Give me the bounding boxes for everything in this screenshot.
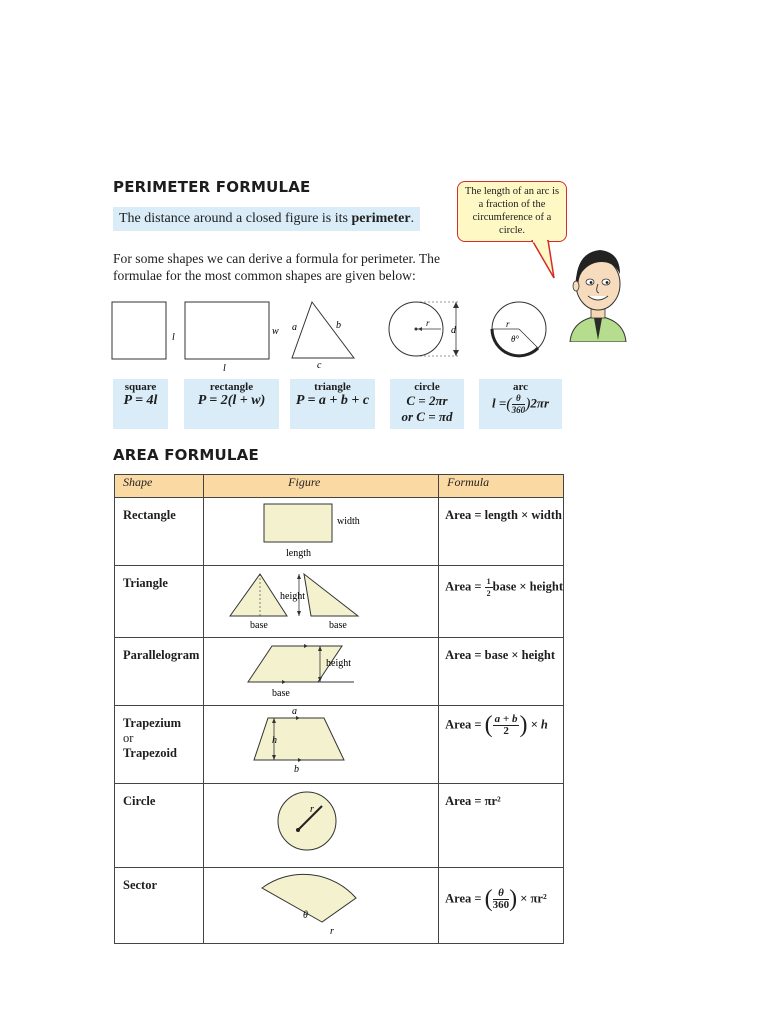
table-row: Parallelogram height base Area = base × height (115, 638, 564, 706)
svg-text:a: a (292, 706, 298, 717)
rectangle-figure (185, 302, 269, 359)
svg-text:width: width (337, 516, 360, 527)
rectangle-area-figure (204, 498, 410, 560)
svg-text:length: length (286, 548, 312, 559)
svg-text:height: height (326, 658, 352, 669)
table-row: Sector θ r Area = ( $\frac{\theta}{360}$ ) × πr² (115, 868, 564, 944)
area-formulae-table (114, 474, 564, 944)
svg-text:θ: θ (303, 910, 309, 921)
svg-text:r: r (426, 318, 430, 328)
perimeter-intro: For some shapes we can derive a formula for perimeter. The formulae for the most common shapes are given below: (113, 251, 441, 283)
cartoon-teacher-illustration (568, 244, 628, 342)
column-header-formula: Formula (439, 475, 564, 498)
circle-formula-box: circle C = 2πr or C = πd (390, 379, 464, 429)
column-header-figure: Figure (204, 475, 439, 498)
perimeter-heading: PERIMETER FORMULAE (113, 178, 311, 196)
perimeter-term: perimeter (351, 211, 411, 226)
svg-text:r: r (506, 319, 510, 329)
table-header-row (115, 475, 564, 498)
svg-text:base: base (272, 688, 290, 699)
square-formula-box: square P = 4l (113, 379, 168, 429)
triangle-formula-box: triangle P = a + b + c (290, 379, 375, 429)
svg-text:l: l (172, 332, 175, 343)
svg-text:h: h (272, 735, 278, 746)
svg-text:base: base (329, 620, 347, 631)
table-row: Trapezium or Trapezoid a h b Area = ( $\frac{a + b}{2}$ ) × h (115, 706, 564, 784)
speech-bubble: The length of an arc is a fraction of the circumference of a circle. (457, 181, 567, 242)
svg-text:r: r (330, 926, 335, 937)
svg-text:w: w (272, 326, 279, 337)
svg-text:c: c (317, 360, 322, 371)
parallelogram-area-figure (204, 638, 410, 700)
area-heading: AREA FORMULAE (113, 446, 259, 464)
column-header-shape: Shape (115, 475, 204, 498)
svg-text:l: l (223, 363, 226, 374)
triangle-figure (292, 302, 354, 358)
triangle-area-figure (204, 566, 410, 632)
rectangle-formula-box: rectangle P = 2(l + w) (184, 379, 279, 429)
table-row: Circle r Area = πr² (115, 784, 564, 868)
svg-text:height: height (280, 591, 306, 602)
speech-bubble-tail (528, 240, 568, 282)
trapezium-area-figure (204, 706, 410, 778)
svg-text:d: d (451, 325, 456, 336)
svg-text:r: r (310, 804, 315, 815)
perimeter-figures (108, 296, 568, 376)
svg-text:θ°: θ° (511, 334, 520, 344)
table-row: Rectangle width length Area = length × width (115, 498, 564, 566)
perimeter-definition: The distance around a closed figure is its perimeter. (113, 207, 420, 231)
svg-text:b: b (336, 320, 341, 331)
svg-text:a: a (292, 322, 297, 333)
svg-text:base: base (250, 620, 268, 631)
circle-area-figure (204, 784, 410, 862)
svg-text:b: b (294, 764, 300, 775)
arc-formula-box: arc l =( $\frac{\theta}{360}$ )2πr (479, 379, 562, 429)
square-figure (112, 302, 166, 359)
sector-area-figure (204, 868, 410, 938)
table-row: Triangle height base base Area = $\frac{1}{2}$ base × height (115, 566, 564, 638)
